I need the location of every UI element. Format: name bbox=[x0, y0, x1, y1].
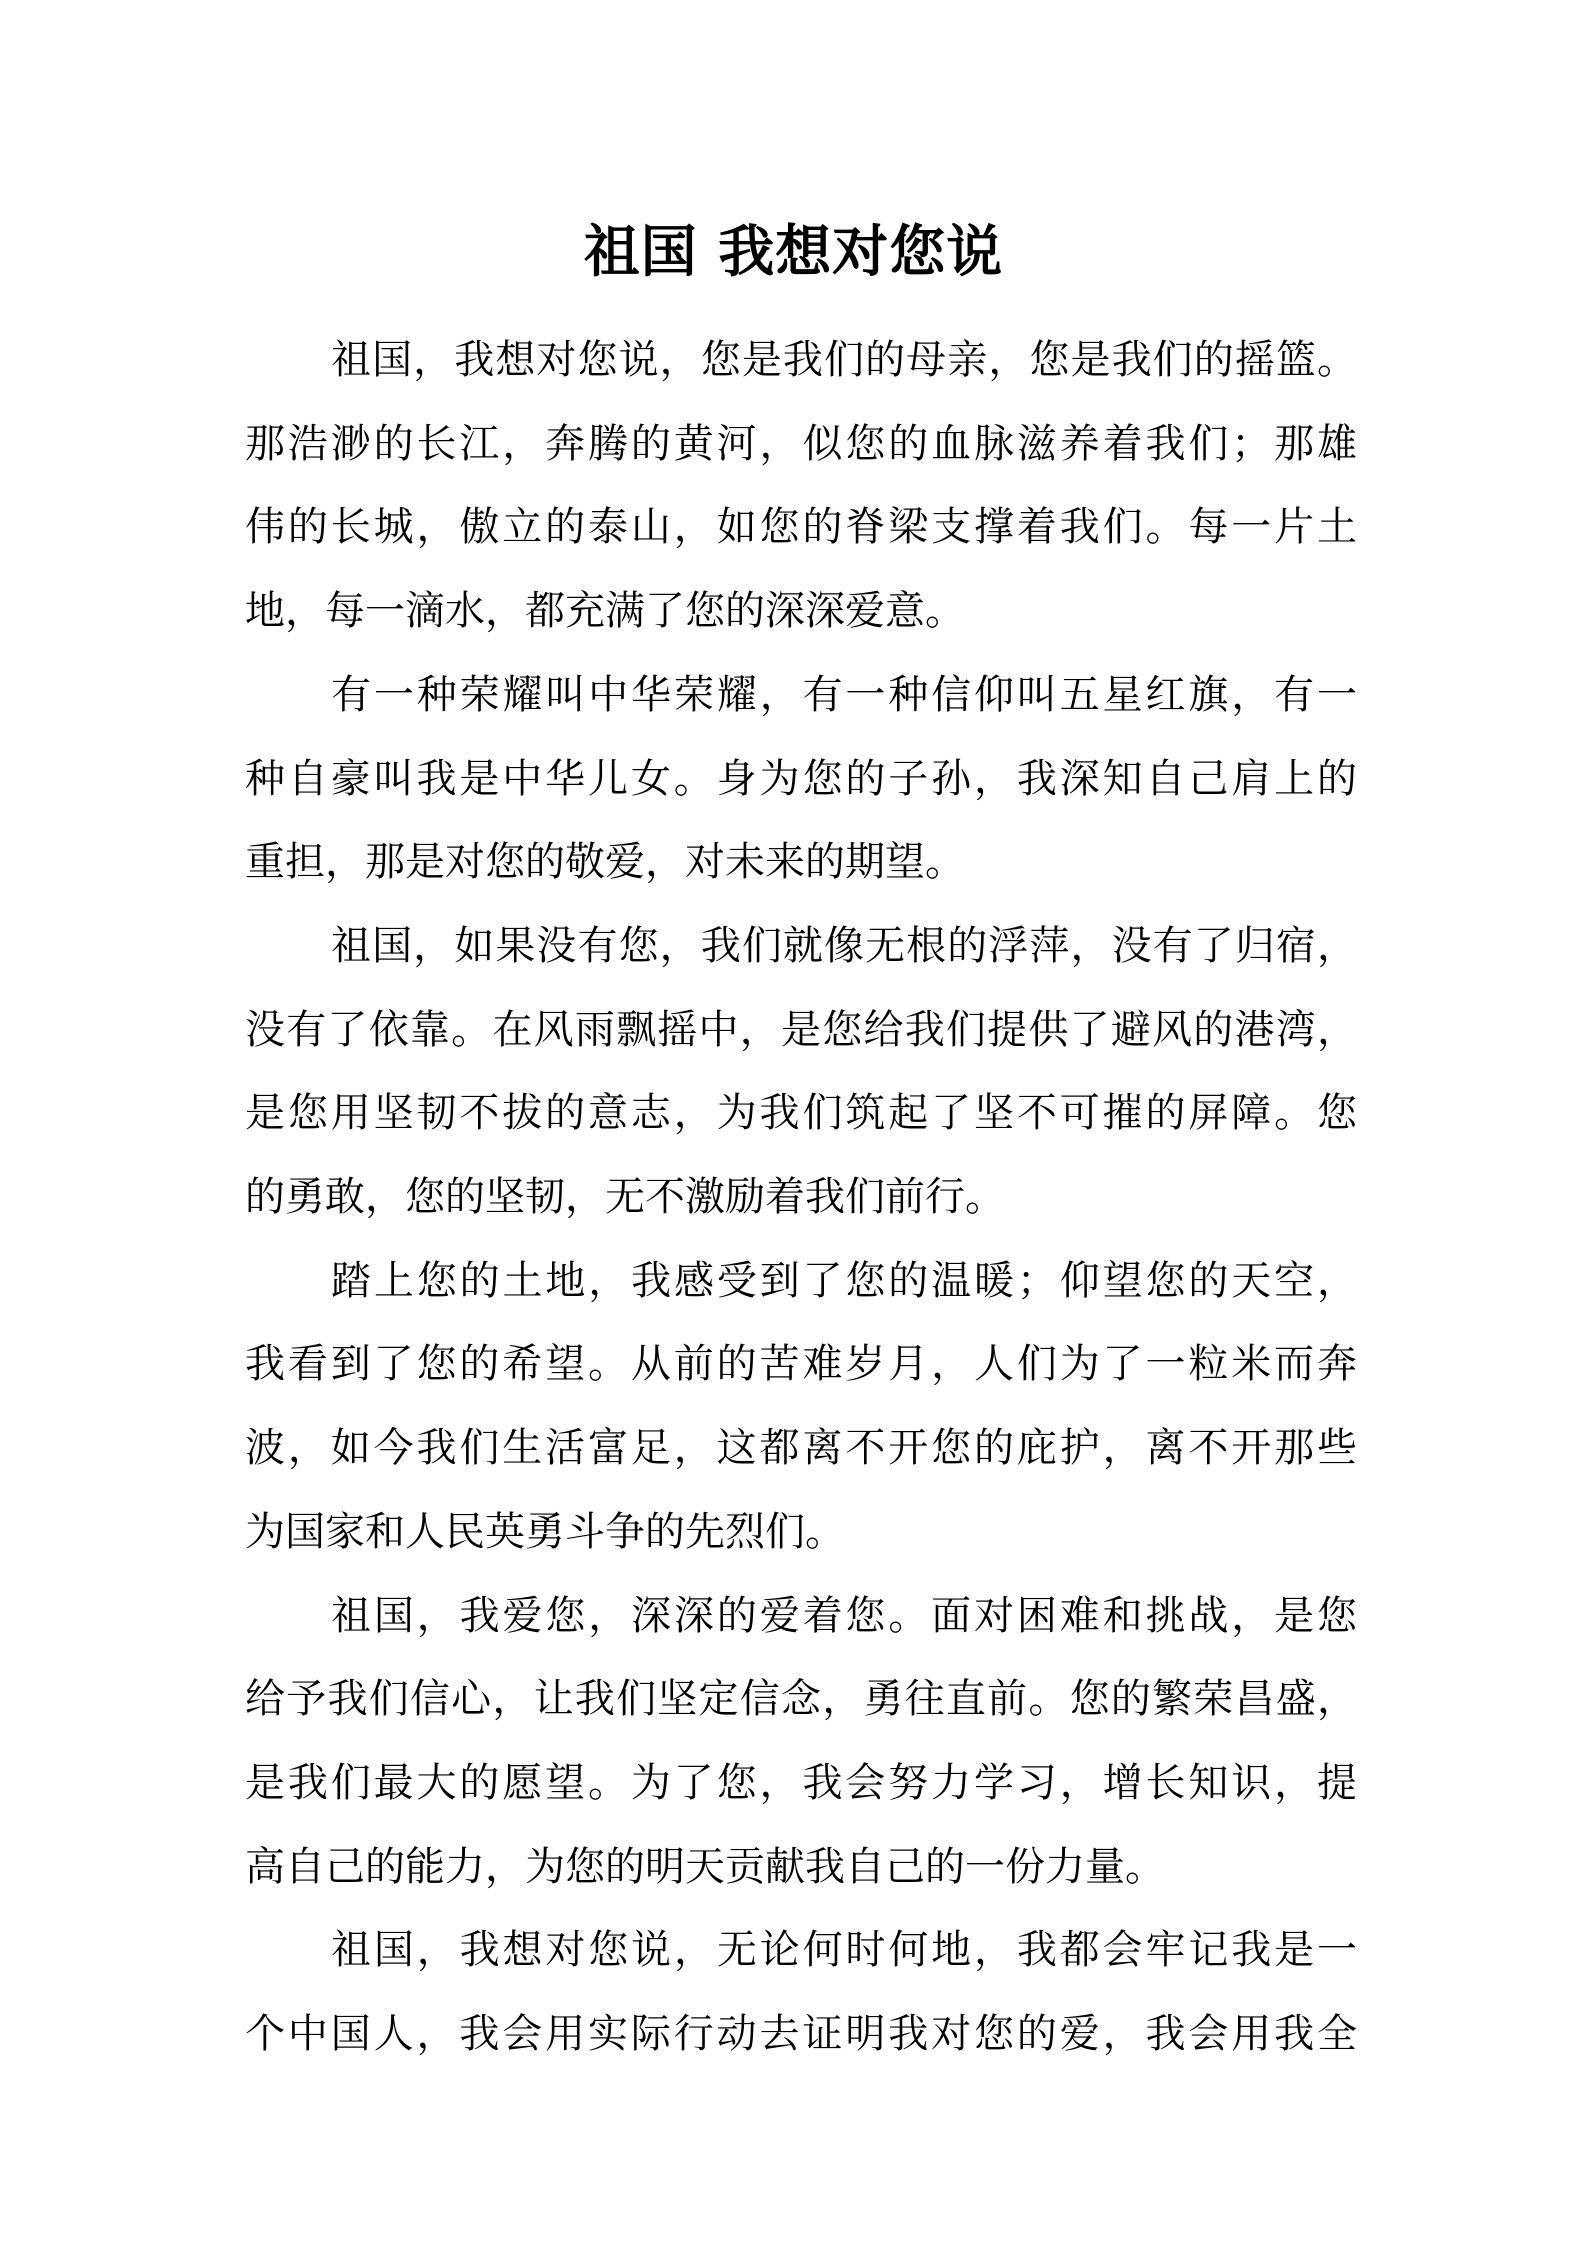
paragraph-line: 有一种荣耀叫中华荣耀，有一种信仰叫五星红旗，有一 bbox=[331, 671, 1357, 718]
paragraph bbox=[245, 905, 1357, 1240]
document-body bbox=[245, 319, 1357, 2077]
paragraph bbox=[245, 1909, 1357, 2076]
paragraph-line: 波，如今我们生活富足，这都离不开您的庇护，离不开那些 bbox=[245, 1425, 1357, 1472]
paragraph-line: 那浩渺的长江，奔腾的黄河，似您的血脉滋养着我们；那雄 bbox=[245, 420, 1357, 467]
document-title: 祖国 我想对您说 bbox=[583, 219, 1004, 285]
paragraph-line: 我看到了您的希望。从前的苦难岁月，人们为了一粒米而奔 bbox=[245, 1341, 1357, 1388]
paragraph-line: 高自己的能力，为您的明天贡献我自己的一份力量。 bbox=[245, 1843, 1165, 1890]
paragraph-line: 没有了依靠。在风雨飘摇中，是您给我们提供了避风的港湾， bbox=[245, 1006, 1357, 1053]
paragraph-line: 伟的长城，傲立的泰山，如您的脊梁支撑着我们。每一片土 bbox=[245, 504, 1357, 551]
paragraph-line: 踏上您的土地，我感受到了您的温暖；仰望您的天空， bbox=[331, 1257, 1357, 1304]
paragraph-line: 给予我们信心，让我们坚定信念，勇往直前。您的繁荣昌盛， bbox=[245, 1676, 1357, 1723]
paragraph-line: 祖国，如果没有您，我们就像无根的浮萍，没有了归宿， bbox=[331, 922, 1357, 969]
paragraph-line: 种自豪叫我是中华儿女。身为您的子孙，我深知自己肩上的 bbox=[245, 755, 1357, 802]
paragraph-line: 的勇敢，您的坚韧，无不激励着我们前行。 bbox=[245, 1174, 1005, 1221]
paragraph-line: 祖国，我想对您说，无论何时何地，我都会牢记我是一 bbox=[331, 1927, 1357, 1974]
paragraph bbox=[245, 654, 1357, 905]
paragraph-line: 祖国，我爱您，深深的爱着您。面对困难和挑战，是您 bbox=[331, 1592, 1357, 1639]
paragraph-line: 重担，那是对您的敬爱，对未来的期望。 bbox=[245, 839, 965, 886]
paragraph-line: 是您用坚韧不拔的意志，为我们筑起了坚不可摧的屏障。您 bbox=[245, 1090, 1357, 1137]
paragraph bbox=[245, 1575, 1357, 1910]
paragraph-line: 地，每一滴水，都充满了您的深深爱意。 bbox=[245, 588, 965, 635]
paragraph bbox=[245, 319, 1357, 654]
paragraph bbox=[245, 1240, 1357, 1575]
paragraph-line: 祖国，我想对您说，您是我们的母亲，您是我们的摇篮。 bbox=[331, 337, 1357, 383]
paragraph-line: 为国家和人民英勇斗争的先烈们。 bbox=[245, 1508, 845, 1555]
paragraph-line: 个中国人，我会用实际行动去证明我对您的爱，我会用我全 bbox=[245, 2011, 1357, 2058]
paragraph-line: 是我们最大的愿望。为了您，我会努力学习，增长知识，提 bbox=[245, 1759, 1357, 1806]
